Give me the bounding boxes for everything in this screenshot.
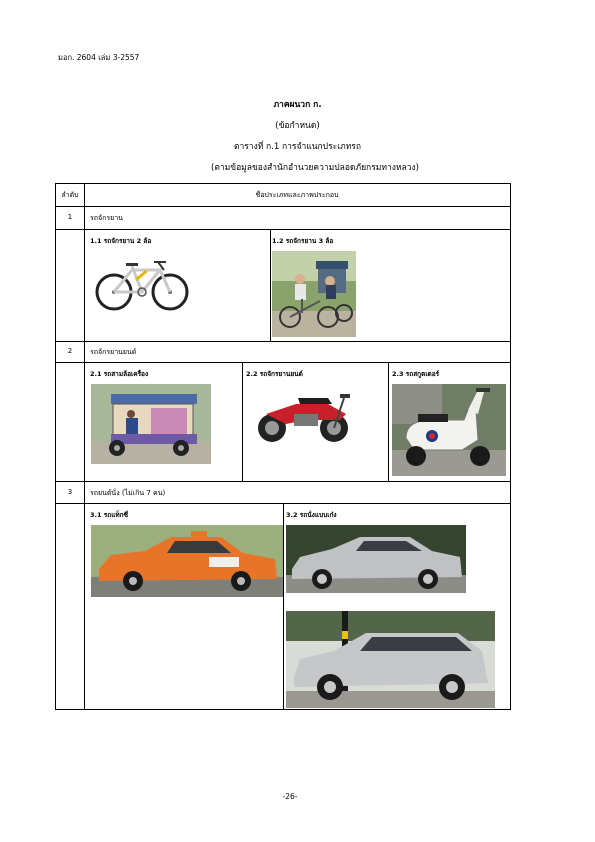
table-source-note: (ตามข้อมูลของสำนักอำนวยความปลอดภัยกรมทางหลวง) (211, 163, 419, 173)
cell-divider (283, 503, 284, 709)
group-name: รถยนต์นั่ง (ไม่เกิน 7 คน) (90, 489, 166, 497)
document-code: มอก. 2604 เล่ม 3-2557 (58, 53, 140, 62)
bicycle-photo (92, 254, 192, 314)
annex-title: ภาคผนวก ก. (273, 100, 322, 110)
minivan-photo (286, 611, 495, 708)
table-title: ตารางที่ ก.1 การจำแนกประเภทรถ (233, 142, 362, 152)
item-label: 2.1 รถสามล้อเครื่อง (90, 370, 149, 378)
item-label: 1.1 รถจักรยาน 2 ล้อ (90, 237, 152, 245)
row-divider (56, 362, 510, 363)
taxi-photo (91, 525, 283, 597)
vehicle-classification-table (55, 183, 511, 710)
cell-divider (270, 229, 271, 341)
tuktuk-photo (91, 384, 211, 464)
item-label: 3.1 รถแท็กซี่ (90, 511, 129, 519)
annex-normative: (ข้อกำหนด) (275, 121, 320, 131)
tricycle-photo (272, 251, 356, 337)
page-number: -26- (282, 792, 298, 801)
group-number: 2 (67, 347, 73, 355)
row-divider (56, 229, 510, 230)
row-divider (56, 481, 510, 482)
sedan-photo (286, 525, 466, 593)
group-number: 1 (67, 213, 73, 221)
row-divider (56, 206, 510, 207)
group-name: รถจักรยานยนต์ (90, 348, 137, 356)
col-no-header: ลำดับ (61, 191, 79, 199)
item-label: 2.3 รถสกูตเตอร์ (392, 370, 440, 378)
group-number: 3 (67, 488, 73, 496)
col-name-header: ชื่อประเภทและภาพประกอบ (255, 191, 339, 199)
motorcycle-photo (246, 384, 362, 448)
scooter-photo (392, 384, 506, 476)
column-divider (84, 184, 85, 709)
cell-divider (388, 362, 389, 481)
item-label: 2.2 รถจักรยานยนต์ (246, 370, 303, 378)
cell-divider (242, 362, 243, 481)
item-label: 1.2 รถจักรยาน 3 ล้อ (272, 237, 334, 245)
row-divider (56, 341, 510, 342)
item-label: 3.2 รถนั่งแบบเก๋ง (286, 511, 337, 519)
group-name: รถจักรยาน (90, 214, 123, 222)
